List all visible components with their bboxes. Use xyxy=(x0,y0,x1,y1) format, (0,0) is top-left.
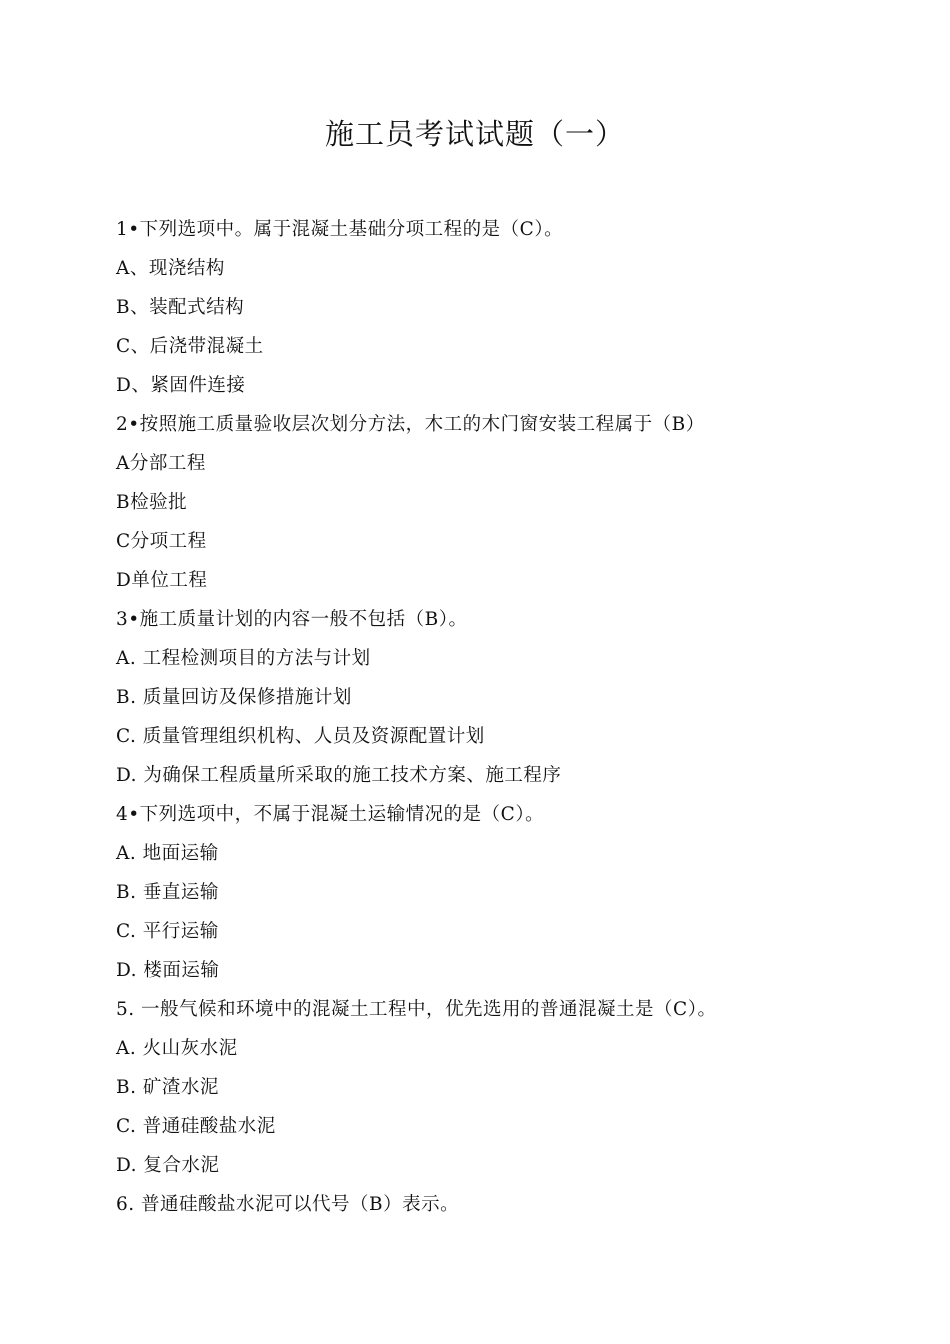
question-5-option-c: C. 普通硅酸盐水泥 xyxy=(116,1116,276,1137)
question-2-option-b: B检验批 xyxy=(116,492,188,513)
question-4-stem: 4•下列选项中，不属于混凝土运输情况的是（C）。 xyxy=(116,804,545,825)
question-5-option-d: D. 复合水泥 xyxy=(116,1155,220,1176)
question-4-option-a: A. 地面运输 xyxy=(116,843,219,864)
question-1-option-c: C、后浇带混凝土 xyxy=(116,336,264,357)
question-3-option-c: C. 质量管理组织机构、人员及资源配置计划 xyxy=(116,726,485,747)
question-4-option-b: B. 垂直运输 xyxy=(116,882,219,903)
page-title: 施工员考试试题（一） xyxy=(324,117,625,151)
question-3-option-d: D. 为确保工程质量所采取的施工技术方案、施工程序 xyxy=(116,765,562,786)
question-2-stem: 2•按照施工质量验收层次划分方法，木工的木门窗安装工程属于（B） xyxy=(116,414,705,435)
question-1-stem: 1•下列选项中。属于混凝土基础分项工程的是（C）。 xyxy=(116,219,564,240)
question-2-option-c: C分项工程 xyxy=(116,531,207,552)
question-5-option-b: B. 矿渣水泥 xyxy=(116,1077,219,1098)
question-1-option-d: D、紧固件连接 xyxy=(116,375,246,396)
question-4-option-c: C. 平行运输 xyxy=(116,921,219,942)
question-2-option-d: D单位工程 xyxy=(116,570,208,591)
question-5-stem: 5. 一般气候和环境中的混凝土工程中，优先选用的普通混凝土是（C）。 xyxy=(116,999,717,1020)
question-list xyxy=(116,210,896,1224)
question-2-option-a: A分部工程 xyxy=(116,453,206,474)
question-1-option-a: A、现浇结构 xyxy=(116,258,225,279)
question-3-option-b: B. 质量回访及保修措施计划 xyxy=(116,687,352,708)
question-6-stem: 6. 普通硅酸盐水泥可以代号（B）表示。 xyxy=(116,1194,460,1215)
question-1-option-b: B、装配式结构 xyxy=(116,297,245,318)
question-3-stem: 3•施工质量计划的内容一般不包括（B）。 xyxy=(116,609,468,630)
question-4-option-d: D. 楼面运输 xyxy=(116,960,220,981)
question-5-option-a: A. 火山灰水泥 xyxy=(116,1038,238,1059)
question-3-option-a: A. 工程检测项目的方法与计划 xyxy=(116,648,371,669)
